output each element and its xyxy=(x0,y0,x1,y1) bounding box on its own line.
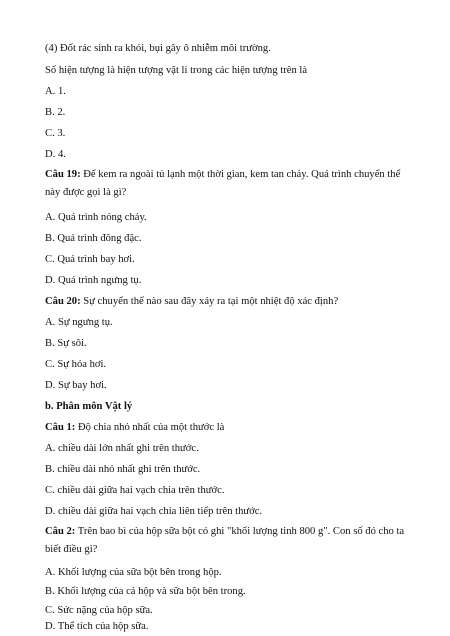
option-d: D. Quá trình ngưng tụ. xyxy=(45,275,142,286)
physics-question-2 xyxy=(45,523,413,559)
option-d: D. 4. xyxy=(45,149,66,160)
option-c: C. chiều dài giữa hai vạch chia trên thước. xyxy=(45,485,225,496)
question-20 xyxy=(45,295,338,308)
question-label: Câu 1: xyxy=(45,422,76,433)
physics-question-1 xyxy=(45,421,224,434)
question-stem: Số hiện tượng là hiện tượng vật lí trong các hiện tượng trên là xyxy=(45,65,308,76)
option-b: B. Quá trình đông đặc. xyxy=(45,233,142,244)
question-label: Câu 20: xyxy=(45,296,81,307)
option-b: B. Sự sôi. xyxy=(45,338,87,349)
option-a: A. Sự ngưng tụ. xyxy=(45,317,113,328)
option-a: A. Khối lượng của sữa bột bên trong hộp. xyxy=(45,567,222,578)
option-d: D. chiều dài giữa hai vạch chia liên tiếp trên thước. xyxy=(45,506,263,517)
option-b: B. 2. xyxy=(45,107,66,118)
option-a: A. Quá trình nóng chảy. xyxy=(45,212,147,223)
option-c: C. Quá trình bay hơi. xyxy=(45,254,135,265)
option-d: D. Thể tích của hộp sữa. xyxy=(45,621,149,632)
option-a: A. chiều dài lớn nhất ghi trên thước. xyxy=(45,443,199,454)
question-text: Để kem ra ngoài tủ lạnh một thời gian, kem tan chảy. Quá trình chuyển thể này được gọi là gì? xyxy=(45,169,401,198)
option-c: C. 3. xyxy=(45,128,66,139)
question-label: Câu 2: xyxy=(45,526,76,537)
question-text: Trên bao bì của hộp sữa bột có ghi "khối lượng tinh 800 g". Con số đó cho ta biết điều gì? xyxy=(45,526,405,555)
statement-item-4: (4) Đốt rác sinh ra khói, bụi gây ô nhiễm môi trường. xyxy=(45,43,271,54)
option-b: B. chiều dài nhỏ nhất ghi trên thước. xyxy=(45,464,201,475)
option-c: C. Sức nặng của hộp sữa. xyxy=(45,605,153,616)
option-c: C. Sự hóa hơi. xyxy=(45,359,107,370)
question-text: Sự chuyển thể nào sau đây xảy ra tại một nhiệt độ xác định? xyxy=(80,296,339,307)
question-text: Độ chia nhỏ nhất của một thước là xyxy=(75,422,225,433)
section-title: b. Phân môn Vật lý xyxy=(45,401,133,412)
question-label: Câu 19: xyxy=(45,169,81,180)
question-19 xyxy=(45,166,413,202)
option-b: B. Khối lượng của cả hộp và sữa bột bên trong. xyxy=(45,586,246,597)
option-a: A. 1. xyxy=(45,86,66,97)
option-d: D. Sự bay hơi. xyxy=(45,380,107,391)
